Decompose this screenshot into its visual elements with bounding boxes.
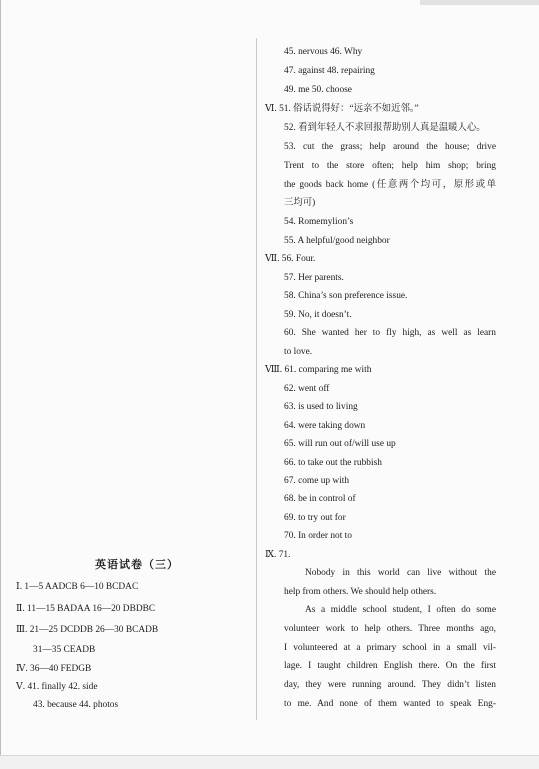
essay-line: help from others. We should help others. <box>284 587 437 597</box>
section-viii-line: Ⅷ. 61. comparing me with <box>265 365 372 375</box>
section-vi-line: Ⅵ. 51. 俗话说得好：“远亲不如近邻。” <box>265 104 419 114</box>
column-divider <box>256 38 257 720</box>
essay-line: to me. And none of them wanted to speak Eng- <box>284 699 496 709</box>
answer-line: to love. <box>284 347 313 357</box>
answer-line: 52. 看到年轻人不求回报帮助别人真是温暖人心。 <box>284 123 486 133</box>
page-top-edge <box>420 0 539 5</box>
answer-line: 45. nervous 46. Why <box>284 47 363 57</box>
answer-line: Ⅱ. 11—15 BADAA 16—20 DBDBC <box>16 604 156 614</box>
answer-line: 58. China’s son preference issue. <box>284 291 408 301</box>
answer-line: 70. In order not to <box>284 531 352 541</box>
answer-line: 66. to take out the rubbish <box>284 458 382 468</box>
answer-line: 60. She wanted her to fly high, as well as learn <box>284 328 496 338</box>
answer-line: 三均可) <box>284 198 316 208</box>
answer-line: 54. Romemylion’s <box>284 217 354 227</box>
essay-line: lage. I taught children English there. On the first <box>284 661 496 671</box>
essay-line: Nobody in this world can live without the <box>305 568 496 578</box>
answer-line: 64. were taking down <box>284 421 366 431</box>
answer-line: 57. Her parents. <box>284 273 344 283</box>
answer-line: Ⅰ. 1—5 AADCB 6—10 BCDAC <box>16 582 139 592</box>
answer-line: 53. cut the grass; help around the house; drive <box>284 142 496 152</box>
section-vii-line: Ⅶ. 56. Four. <box>265 254 316 264</box>
answer-line: 47. against 48. repairing <box>284 66 375 76</box>
essay-line: As a middle school student, I often do some <box>305 605 496 615</box>
answer-line: the goods back home (任意两个均可，原形或单 <box>284 180 496 190</box>
answer-line: 43. because 44. photos <box>33 700 119 710</box>
essay-line: day, they were running around. They didn’t listen <box>284 680 496 690</box>
answer-line: 65. will run out of/will use up <box>284 439 396 449</box>
answer-line: 59. No, it doesn’t. <box>284 310 352 320</box>
answer-line: Ⅲ. 21—25 DCDDB 26—30 BCADB <box>16 625 159 635</box>
essay-line: volunteer work to help others. Three months ago, <box>284 624 496 634</box>
answer-line: 62. went off <box>284 384 330 394</box>
answer-line: Ⅴ. 41. finally 42. side <box>16 682 98 692</box>
section-title: 英语试卷（三） <box>95 558 179 571</box>
answer-line: 49. me 50. choose <box>284 85 352 95</box>
page-left-edge <box>0 0 1 768</box>
answer-line: 67. come up with <box>284 476 350 486</box>
section-ix-line: Ⅸ. 71. <box>265 550 291 560</box>
answer-line: 68. be in control of <box>284 494 356 504</box>
answer-line: 55. A helpful/good neighbor <box>284 236 390 246</box>
answer-line: Trent to the store often; help him shop; bring <box>284 161 496 171</box>
page-bottom-edge <box>0 755 539 769</box>
answer-line: Ⅳ. 36—40 FEDGB <box>16 664 92 674</box>
essay-line: I volunteered at a primary school in a small vil- <box>284 643 496 653</box>
answer-line: 63. is used to living <box>284 402 358 412</box>
answer-line: 31—35 CEADB <box>33 645 96 655</box>
answer-line: 69. to try out for <box>284 513 346 523</box>
